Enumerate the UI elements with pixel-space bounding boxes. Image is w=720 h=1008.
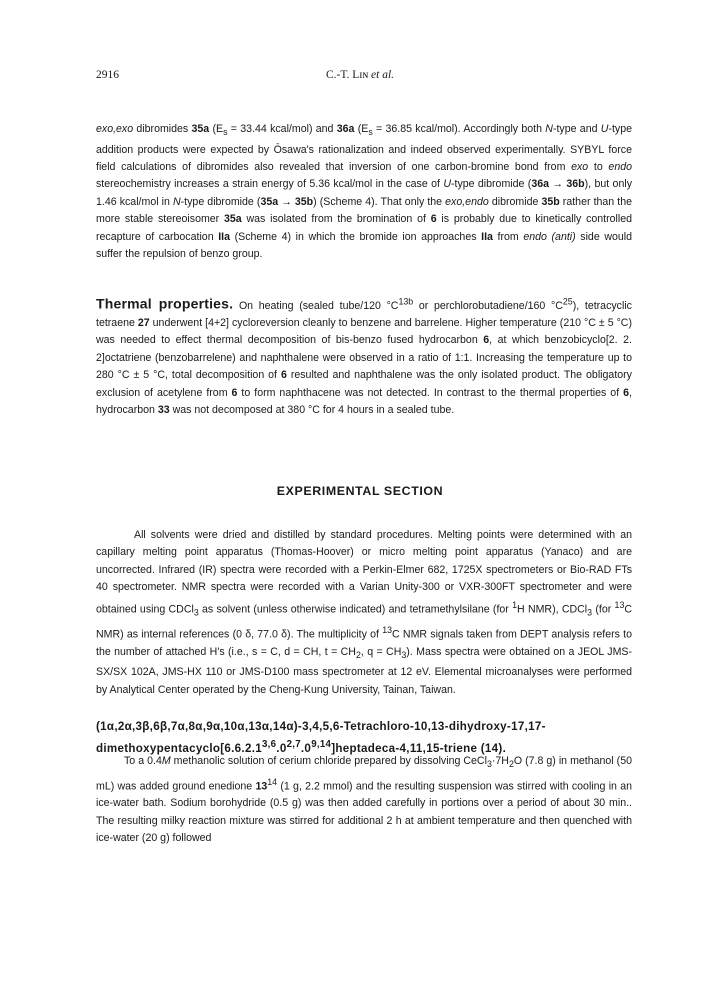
- text-run: dibromides: [133, 123, 192, 135]
- text-run: 36a → 36b: [531, 178, 585, 191]
- text-run: C NMR) as internal references (0 δ, 77.0 δ). The multiplicity of: [96, 603, 633, 641]
- text-run: (for: [592, 603, 615, 616]
- text-run: 36a: [336, 123, 355, 135]
- running-header: [0, 69, 720, 85]
- text-run: IIa: [218, 230, 230, 243]
- text-run: All solvents were dried and distilled by standard procedures. Melting points were determined with an capillary melting point apparatus (Thomas-Hoover) or micro melting point apparatus (Yanaco) and are uncorrected. Infrared (IR) spectra were recorded with a Perkin-Elmer 682, 1725X spectrometers or Bio-RAD FTs 40 spectrometer. NMR spectra were recorded with a Varian Unity-300 or VXR-300FT spectrometer and were obtained using CDCl: [96, 529, 632, 616]
- text-run: (E: [354, 123, 369, 135]
- text-run: (E: [209, 123, 224, 135]
- text-run: 35b: [541, 195, 560, 208]
- text-run: was not decomposed at 380 °C for 4 hours in a sealed tube.: [169, 403, 455, 416]
- text-run: as solvent (unless otherwise indicated) and tetramethylsilane (for: [198, 603, 513, 616]
- text-run: .0: [276, 741, 287, 755]
- text-run: exo,exo: [96, 123, 134, 135]
- text-run: side would suffer the repulsion of benzo group.: [96, 230, 633, 260]
- text-run: 35a → 35b: [260, 195, 314, 208]
- paragraph-procedure: [96, 753, 632, 848]
- text-run: 2,7: [286, 739, 301, 750]
- text-run: , q = CH: [360, 645, 402, 658]
- text-run: methanolic solution of cerium chloride prepared by dissolving CeCl: [170, 755, 487, 767]
- text-run: 6: [231, 386, 238, 399]
- text-run: 13: [255, 780, 268, 793]
- text-run: ·7H: [491, 755, 509, 767]
- text-run: 14: [267, 776, 278, 787]
- text-run: 25: [562, 296, 573, 306]
- text-run: 6: [280, 369, 287, 382]
- text-run: 6: [483, 334, 490, 347]
- text-run: stereochemistry increases a strain energy of 5.36 kcal/mol in the case of: [96, 178, 444, 191]
- text-run: 3: [587, 607, 593, 618]
- text-run: underwent [4+2] cycloreversion cleanly to benzene and barrelene. Higher temperature (210 °C ± 5 °C) was needed to effect thermal decomposition of bis-benzo fused hydrocarbon: [96, 316, 632, 347]
- run-in-heading: Thermal properties.: [96, 295, 234, 312]
- text-run: to: [588, 160, 609, 173]
- text-run: 27: [137, 316, 150, 329]
- text-run: ) (Scheme 4). That only the: [313, 195, 446, 208]
- text-run: exo,endo: [445, 195, 489, 208]
- section-heading: EXPERIMENTAL SECTION: [276, 484, 444, 498]
- text-run: N: [173, 195, 181, 208]
- text-run: exo: [571, 160, 589, 173]
- paragraph-general-methods: [96, 527, 632, 699]
- text-run: to form naphthacene was not detected. In contrast to the thermal properties of: [237, 386, 624, 399]
- text-run: 6: [623, 386, 630, 399]
- text-run: 33: [157, 403, 170, 416]
- text-run: , at which benzobicyclo[2. 2. 2]octatriene (benzobarrelene) and naphthalene were observed in a ratio of 1:1. Increasing the temperature up to 280 °C ± 5 °C, total decomposition of: [96, 334, 632, 382]
- text-run: 3: [486, 759, 492, 770]
- text-run: was isolated from the bromination of: [241, 213, 431, 226]
- text-run: s: [223, 127, 228, 138]
- text-run: -type and: [552, 123, 601, 135]
- text-run: 1: [512, 599, 518, 610]
- text-run: 6: [430, 213, 437, 226]
- text-run: (1 g, 2.2 mmol) and the resulting suspension was stirred with cooling in an ice-water bath. Sodium borohydride (0.5 g) was then added carefully in portions over a period of about 30 min.. The resulting milky reaction mixture was stirred for additional 2 h at ambient temperature and then quenched with ice-water (20 g) followed: [96, 780, 633, 845]
- text-run: 13b: [398, 296, 414, 306]
- running-author: C.-T. Lɪɴ et al.: [325, 69, 395, 81]
- text-run: ]heptadeca-4,11,15-triene (14).: [331, 741, 507, 755]
- text-run: -type addition products were expected by Ōsawa's rationalization and indeed observed experimentally. SYBYL force field calculations of dibromides also revealed that inversion of one carbon-bromine bond from: [96, 123, 632, 173]
- text-run: To a 0.4: [124, 755, 162, 767]
- text-run: -type dibromide (: [450, 178, 532, 191]
- text-run: 13: [614, 599, 625, 610]
- text-run: = 36.85 kcal/mol). Accordingly both: [372, 123, 546, 135]
- text-run: , hydrocarbon: [96, 386, 632, 416]
- text-run: C NMR signals taken from DEPT analysis refers to the number of attached H's (i.e., s = C, d = CH, t = CH: [96, 628, 632, 658]
- text-run: 2: [355, 649, 361, 660]
- text-run: U: [600, 123, 609, 135]
- text-run: M: [161, 755, 171, 767]
- paragraph-thermal-properties: [96, 293, 632, 419]
- text-run: U: [443, 178, 451, 191]
- text-run: rather than the more stable stereoisomer: [96, 195, 633, 226]
- text-run: is probably due to kinetically controlled recapture of carbocation: [96, 213, 633, 243]
- page-number: 2916: [96, 69, 119, 81]
- text-run: (Scheme 4) in which the bromide ion approaches: [229, 230, 482, 243]
- text-run: On heating (sealed tube/120 °C: [233, 299, 399, 312]
- text-run: 3,6: [261, 739, 277, 750]
- text-run: resulted and naphthalene was the only isolated product. The obligatory exclusion of acetylene from: [96, 369, 632, 399]
- text-run: ), but only 1.46 kcal/mol in: [96, 178, 632, 208]
- text-run: = 33.44 kcal/mol) and: [227, 123, 337, 135]
- paragraph-dibromides: [96, 121, 632, 263]
- text-run: N: [545, 123, 553, 135]
- text-run: ), tetracyclic tetraene: [96, 299, 632, 329]
- text-run: 2: [508, 759, 514, 770]
- text-run: endo: [608, 160, 632, 173]
- text-run: IIa: [481, 230, 493, 243]
- text-run: 9,14: [311, 739, 332, 750]
- text-run: 13: [382, 624, 393, 635]
- text-run: .0: [300, 741, 312, 755]
- text-run: 3: [401, 649, 407, 660]
- text-run: or perchlorobutadiene/160 °C: [413, 299, 563, 312]
- text-run: s: [368, 127, 373, 138]
- text-run: dibromide: [488, 195, 542, 208]
- text-run: endo (anti): [523, 230, 576, 243]
- text-run: from: [492, 230, 524, 243]
- text-run: 3: [193, 607, 199, 618]
- text-run: H NMR), CDCl: [517, 603, 588, 616]
- text-run: 35a: [224, 213, 242, 226]
- text-run: (1α,2α,3β,6β,7α,8α,9α,10α,13α,14α)-3,4,5,6-Tetrachloro-10,13-dihydroxy-17,17-dimethoxypentacyclo[6.6.2.1: [96, 720, 546, 755]
- compound-title: [96, 718, 632, 758]
- text-run: -type dibromide (: [180, 195, 261, 208]
- text-run: O (7.8 g) in methanol (50 mL) was added ground enedione: [96, 755, 632, 793]
- text-run: 35a: [191, 123, 210, 135]
- text-run: ). Mass spectra were obtained on a JEOL JMS-SX/SX 102A, JMS-HX 110 or JMS-D100 mass spectrometer at 12 eV. Elemental microanalyses were performed by Analytical Center operated by the Cheng-Kung University, Tainan, Taiwan.: [96, 645, 632, 696]
